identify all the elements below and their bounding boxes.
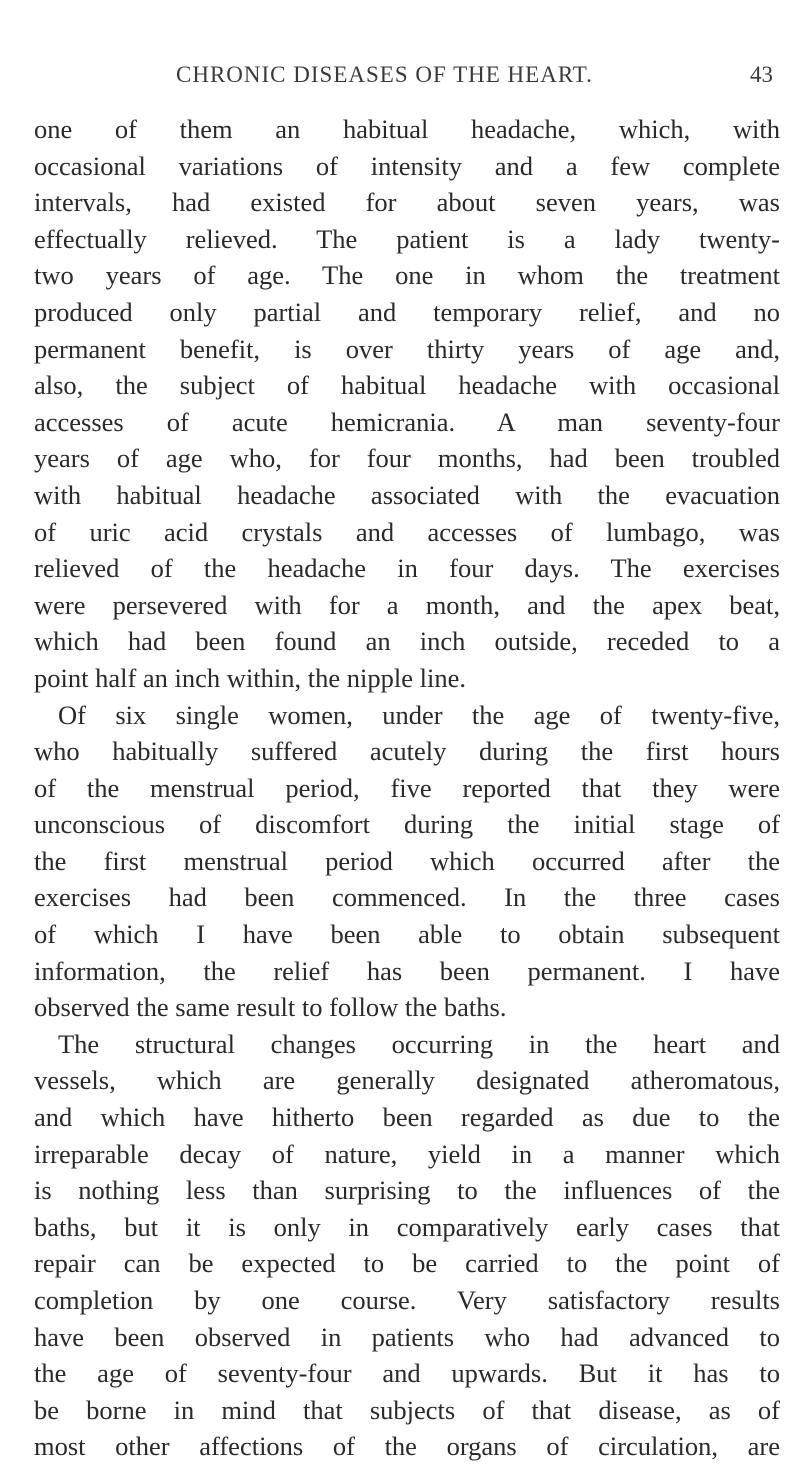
text-line: completion by one course. Very satisfactory results	[34, 1285, 780, 1315]
page-number: 43	[750, 62, 773, 87]
text-line: effectually relieved. The patient is a lady twenty-	[34, 223, 780, 254]
running-title: CHRONIC DISEASES OF THE HEART.	[176, 62, 593, 87]
text-line: with habitual headache associated with the evacuation	[34, 479, 780, 510]
text-line: be borne in mind that subjects of that disease, as of	[34, 1394, 780, 1425]
body-text	[34, 111, 780, 1465]
text-line: one of them an habitual headache, which, with	[34, 114, 780, 144]
text-line: years of age who, for four months, had been troubled	[34, 443, 780, 474]
text-line: also, the subject of habitual headache with occasional	[34, 370, 780, 401]
text-line: exercises had been commenced. In the three cases	[34, 882, 780, 913]
text-line: point half an inch within, the nipple line.	[34, 662, 467, 693]
text-line: of uric acid crystals and accesses of lumbago, was	[34, 516, 780, 547]
text-line: produced only partial and temporary relief, and no	[34, 296, 780, 327]
text-line: have been observed in patients who had advanced to	[34, 1321, 780, 1352]
text-line: observed the same result to follow the baths.	[34, 992, 507, 1023]
running-header	[0, 62, 800, 96]
text-line: the age of seventy-four and upwards. But it has to	[34, 1358, 780, 1389]
text-line: accesses of acute hemicrania. A man seventy-four	[34, 406, 780, 437]
text-line: and which have hitherto been regarded as due to the	[34, 1102, 780, 1133]
text-line: vessels, which are generally designated atheromatous,	[34, 1065, 780, 1096]
text-line: the first menstrual period which occurred after the	[34, 845, 780, 876]
text-line: The structural changes occurring in the heart and	[58, 1028, 780, 1059]
text-line: permanent benefit, is over thirty years of age and,	[34, 333, 780, 364]
text-line: of the menstrual period, five reported that they were	[34, 772, 780, 803]
text-line: of which I have been able to obtain subsequent	[34, 919, 780, 950]
text-line: unconscious of discomfort during the initial stage of	[34, 809, 780, 840]
text-line: most other affections of the organs of circulation, are	[34, 1431, 780, 1462]
text-line: which had been found an inch outside, receded to a	[34, 626, 780, 657]
text-line: baths, but it is only in comparatively early cases that	[34, 1211, 780, 1242]
text-line: Of six single women, under the age of twenty-five,	[58, 699, 780, 730]
text-line: who habitually suffered acutely during the first hours	[34, 736, 780, 767]
text-line: is nothing less than surprising to the influences of the	[34, 1175, 780, 1206]
text-line: information, the relief has been permanent. I have	[34, 955, 780, 986]
text-line: repair can be expected to be carried to the point of	[34, 1248, 780, 1279]
text-line: were persevered with for a month, and the apex beat,	[34, 589, 780, 620]
text-line: relieved of the headache in four days. The exercises	[34, 553, 780, 584]
text-line: intervals, had existed for about seven years, was	[34, 187, 780, 218]
text-line: two years of age. The one in whom the treatment	[34, 260, 780, 291]
text-line: occasional variations of intensity and a few complete	[34, 150, 780, 181]
text-line: irreparable decay of nature, yield in a manner which	[34, 1138, 780, 1169]
